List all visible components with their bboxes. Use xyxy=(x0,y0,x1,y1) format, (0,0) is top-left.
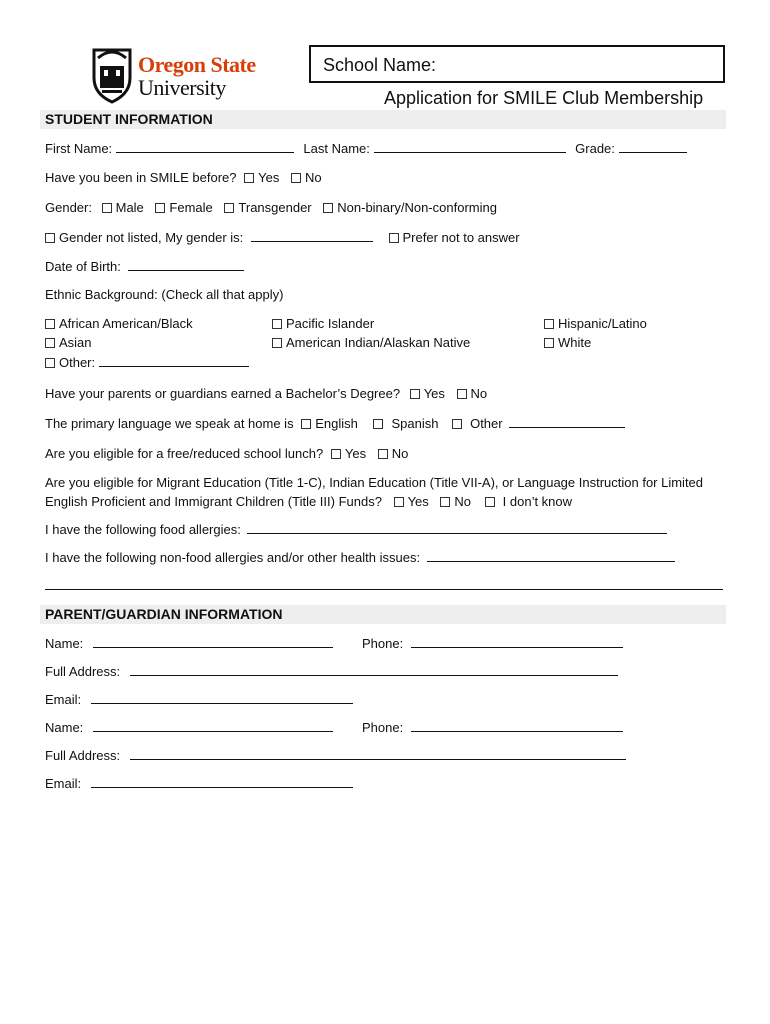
other-ethnic-label: Other: xyxy=(59,355,96,370)
other-ethnic-field[interactable] xyxy=(99,355,249,367)
migrant-no-label: No xyxy=(454,494,472,509)
dob-row xyxy=(45,259,244,274)
last-name-field[interactable] xyxy=(374,141,566,153)
parent1-name-label: Name: xyxy=(45,636,84,651)
student-section-header xyxy=(40,110,726,129)
nonfood-allergies-row xyxy=(45,550,675,565)
student-section-title: STUDENT INFORMATION xyxy=(45,111,213,127)
bachelors-no-checkbox[interactable] xyxy=(457,389,467,399)
lunch-row xyxy=(45,446,408,461)
language-label: The primary language we speak at home is xyxy=(45,416,294,431)
nonfood-allergies-field[interactable] xyxy=(427,550,675,562)
migrant-dont-know-checkbox[interactable] xyxy=(485,497,495,507)
osu-logo xyxy=(90,44,280,108)
other-ethnic-checkbox[interactable] xyxy=(45,358,55,368)
lang-other-label: Other xyxy=(470,416,503,431)
american-indian-option xyxy=(272,335,470,350)
asian-option xyxy=(45,335,92,350)
parent1-address-label: Full Address: xyxy=(45,664,121,679)
parent2-email-label: Email: xyxy=(45,776,82,791)
lunch-no-label: No xyxy=(391,446,409,461)
gender-field[interactable] xyxy=(251,230,373,242)
spanish-checkbox[interactable] xyxy=(373,419,383,429)
logo-line1: Oregon State xyxy=(138,52,256,77)
food-allergies-field[interactable] xyxy=(247,522,667,534)
nonfood-allergies-label: I have the following non-food allergies and/or other health issues: xyxy=(45,550,421,565)
ethnic-label: Ethnic Background: xyxy=(45,287,158,302)
food-allergies-row xyxy=(45,522,667,537)
female-checkbox[interactable] xyxy=(155,203,165,213)
pacific-checkbox[interactable] xyxy=(272,319,282,329)
female-label: Female xyxy=(169,200,213,215)
smile-before-row xyxy=(45,170,322,185)
african-checkbox[interactable] xyxy=(45,319,55,329)
lunch-yes-checkbox[interactable] xyxy=(331,449,341,459)
dob-field[interactable] xyxy=(128,259,244,271)
parent1-name-row xyxy=(45,636,333,651)
other-ethnic-option xyxy=(45,355,249,370)
lang-other-field[interactable] xyxy=(509,416,625,428)
bachelors-no-label: No xyxy=(470,386,488,401)
spanish-label: Spanish xyxy=(391,416,439,431)
parent-section-title: PARENT/GUARDIAN INFORMATION xyxy=(45,606,283,622)
male-label: Male xyxy=(115,200,144,215)
lunch-no-checkbox[interactable] xyxy=(378,449,388,459)
bachelors-yes-checkbox[interactable] xyxy=(410,389,420,399)
smile-no-label: No xyxy=(304,170,322,185)
american-indian-checkbox[interactable] xyxy=(272,338,282,348)
dob-label: Date of Birth: xyxy=(45,259,121,274)
migrant-yes-label: Yes xyxy=(407,494,429,509)
parent1-address-field[interactable] xyxy=(130,664,618,676)
language-row xyxy=(45,416,625,431)
first-name-field[interactable] xyxy=(116,141,294,153)
bachelors-label: Have your parents or guardians earned a Bachelor’s Degree? xyxy=(45,386,401,401)
prefer-not-label: Prefer not to answer xyxy=(402,230,520,245)
food-allergies-label: I have the following food allergies: xyxy=(45,522,241,537)
school-name-field[interactable] xyxy=(309,45,725,83)
parent2-address-row xyxy=(45,748,626,763)
transgender-checkbox[interactable] xyxy=(224,203,234,213)
parent2-email-row xyxy=(45,776,353,791)
gender-label: Gender: xyxy=(45,200,92,215)
pacific-label: Pacific Islander xyxy=(286,316,375,331)
ethnic-note: (Check all that apply) xyxy=(161,287,284,302)
grade-label: Grade: xyxy=(575,141,615,156)
parent1-name-field[interactable] xyxy=(93,636,333,648)
migrant-line1: Are you eligible for Migrant Education (Title 1-C), Indian Education (Title VII-A), or Language Instruction for Limited xyxy=(45,475,704,490)
white-label: White xyxy=(558,335,592,350)
english-checkbox[interactable] xyxy=(301,419,311,429)
hispanic-option xyxy=(544,316,647,331)
parent2-name-row xyxy=(45,720,333,735)
parent1-phone-row xyxy=(362,636,623,651)
parent2-phone-field[interactable] xyxy=(411,720,623,732)
gender-not-listed-checkbox[interactable] xyxy=(45,233,55,243)
african-option xyxy=(45,316,193,331)
gender-other-row xyxy=(45,230,520,245)
lunch-label: Are you eligible for a free/reduced school lunch? xyxy=(45,446,324,461)
name-grade-row xyxy=(45,141,687,156)
migrant-label: English Proficient and Immigrant Children (Title III) Funds? xyxy=(45,494,382,509)
asian-label: Asian xyxy=(59,335,92,350)
transgender-label: Transgender xyxy=(238,200,312,215)
grade-field[interactable] xyxy=(619,141,687,153)
lunch-yes-label: Yes xyxy=(344,446,367,461)
white-option xyxy=(544,335,591,350)
ethnic-row xyxy=(45,287,283,302)
migrant-dont-know-label: I don’t know xyxy=(502,494,573,509)
parent2-name-label: Name: xyxy=(45,720,84,735)
lang-other-checkbox[interactable] xyxy=(452,419,462,429)
parent2-phone-row xyxy=(362,720,623,735)
african-label: African American/Black xyxy=(59,316,193,331)
nonbinary-checkbox[interactable] xyxy=(323,203,333,213)
parent2-email-field[interactable] xyxy=(91,776,353,788)
gender-row xyxy=(45,200,497,215)
parent1-email-field[interactable] xyxy=(91,692,353,704)
parent2-address-label: Full Address: xyxy=(45,748,121,763)
parent1-address-row xyxy=(45,664,618,679)
parent1-email-row xyxy=(45,692,353,707)
parent1-email-label: Email: xyxy=(45,692,82,707)
university-seal-icon xyxy=(90,44,134,104)
parent2-phone-label: Phone: xyxy=(362,720,404,735)
parent-section-header xyxy=(40,605,726,624)
white-checkbox[interactable] xyxy=(544,338,554,348)
bachelors-yes-label: Yes xyxy=(423,386,445,401)
american-indian-label: American Indian/Alaskan Native xyxy=(286,335,471,350)
nonbinary-label: Non-binary/Non-conforming xyxy=(337,200,497,215)
last-name-label: Last Name: xyxy=(303,141,370,156)
smile-yes-checkbox[interactable] xyxy=(244,173,254,183)
smile-yes-label: Yes xyxy=(258,170,280,185)
hispanic-label: Hispanic/Latino xyxy=(558,316,647,331)
first-name-label: First Name: xyxy=(45,141,113,156)
smile-no-checkbox[interactable] xyxy=(291,173,301,183)
migrant-no-checkbox[interactable] xyxy=(440,497,450,507)
gender-not-listed-label: Gender not listed, My gender is: xyxy=(59,230,244,245)
parent2-name-field[interactable] xyxy=(93,720,333,732)
male-checkbox[interactable] xyxy=(102,203,112,213)
asian-checkbox[interactable] xyxy=(45,338,55,348)
parent2-address-field[interactable] xyxy=(130,748,626,760)
english-label: English xyxy=(315,416,358,431)
smile-before-label: Have you been in SMILE before? xyxy=(45,170,237,185)
pacific-option xyxy=(272,316,374,331)
logo-line2: University xyxy=(138,75,226,100)
parent1-phone-field[interactable] xyxy=(411,636,623,648)
school-name-label: School Name: xyxy=(323,55,437,75)
page-title: Application for SMILE Club Membership xyxy=(384,88,704,108)
migrant-yes-checkbox[interactable] xyxy=(394,497,404,507)
migrant-row xyxy=(45,494,572,509)
hispanic-checkbox[interactable] xyxy=(544,319,554,329)
bachelors-row xyxy=(45,386,487,401)
parent1-phone-label: Phone: xyxy=(362,636,404,651)
allergies-continuation-line[interactable] xyxy=(45,589,723,590)
prefer-not-checkbox[interactable] xyxy=(389,233,399,243)
